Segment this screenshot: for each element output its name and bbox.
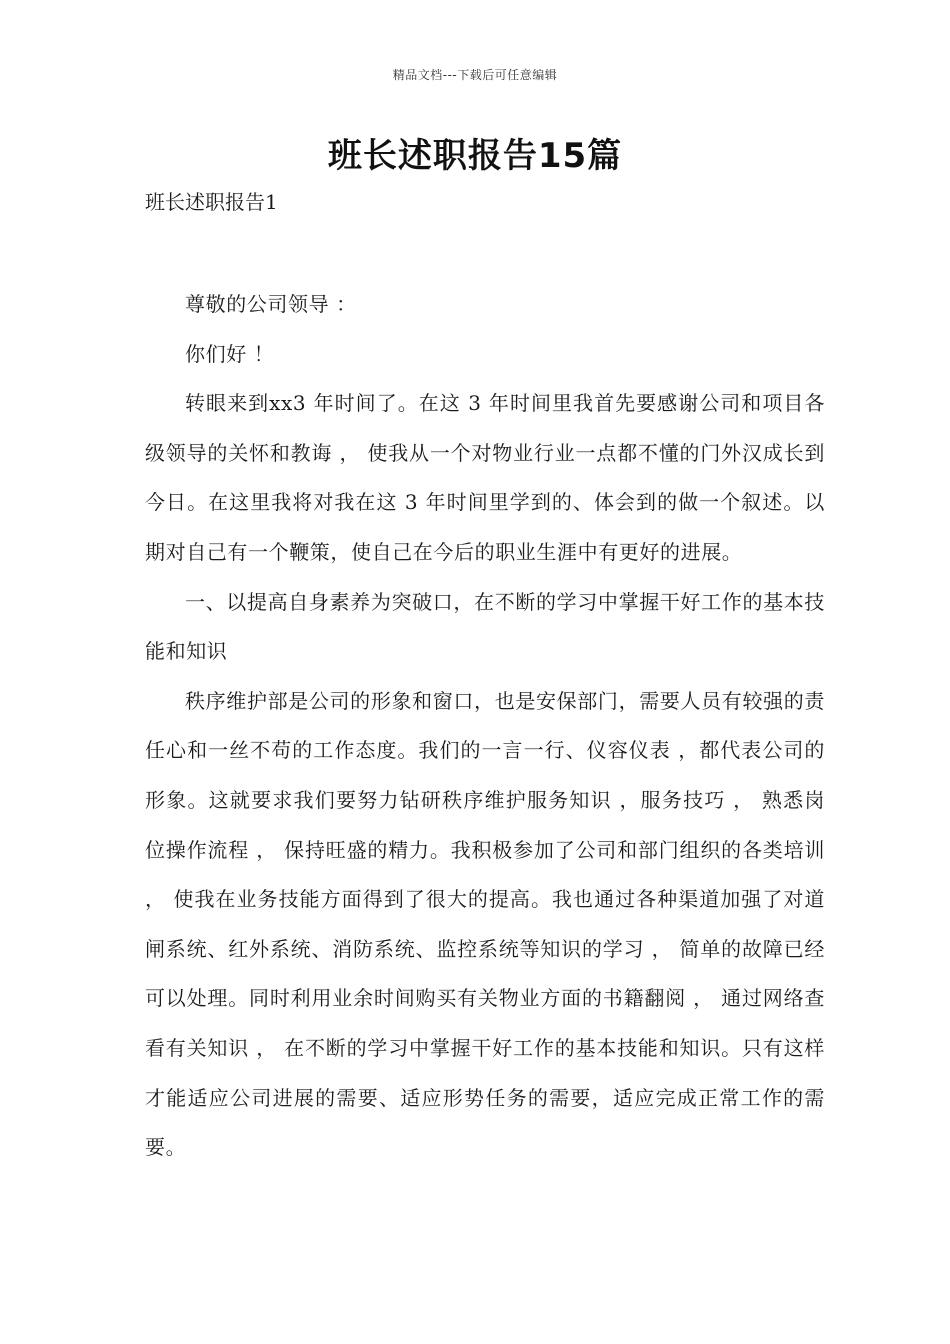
document-title: 班长述职报告15篇 bbox=[327, 136, 623, 176]
body-paragraph: 秩序维护部是公司的形象和窗口，也是安保部门，需要人员有较强的责任心和一丝不苟的工作态度。我们的一言一行、仪容仪表 ，都代表公司的形象。这就要求我们要努力钻研秩序维护服务知识 ，服务技巧 ， 熟悉岗位操作流程 ， 保持旺盛的精力。我积极参加了公司和部门组织的各类培训 ， 使我在业务技能方面得到了很大的提高。我也通过各种渠道加强了对道闸系统、红外系统、消防系统、监控系统等知识的学习 ， 简单的故障已经可以处理。同时利用业余时间购买有关物业方面的书籍翻阅 ， 通过网络查看有关知识 ， 在不断的学习中掌握干好工作的基本技能和知识。只有这样才能适应公司进展的需要、适应形势任务的需要，适应完成正常工作的需要。 bbox=[145, 688, 825, 1160]
salutation: 尊敬的公司领导 ： bbox=[185, 292, 357, 316]
section-heading: 班长述职报告1 bbox=[145, 190, 278, 214]
document-body bbox=[145, 280, 825, 1173]
body-paragraph: 转眼来到xx3 年时间了。在这 3 年时间里我首先要感谢公司和项目各级领导的关怀和教诲 ， 使我从一个对物业行业一点都不懂的门外汉成长到今日。在这里我将对我在这 3 年时间里学到的、体会到的做一个叙述。以期对自己有一个鞭策，使自己在今后的职业生涯中有更好的进展。 bbox=[145, 391, 825, 564]
page-header-note: 精品文档---下载后可任意编辑 bbox=[392, 68, 558, 82]
greeting: 你们好 ！ bbox=[185, 341, 275, 366]
subsection-heading: 一、以提高自身素养为突破口，在不断的学习中掌握干好工作的基本技能和知识 bbox=[145, 589, 825, 664]
